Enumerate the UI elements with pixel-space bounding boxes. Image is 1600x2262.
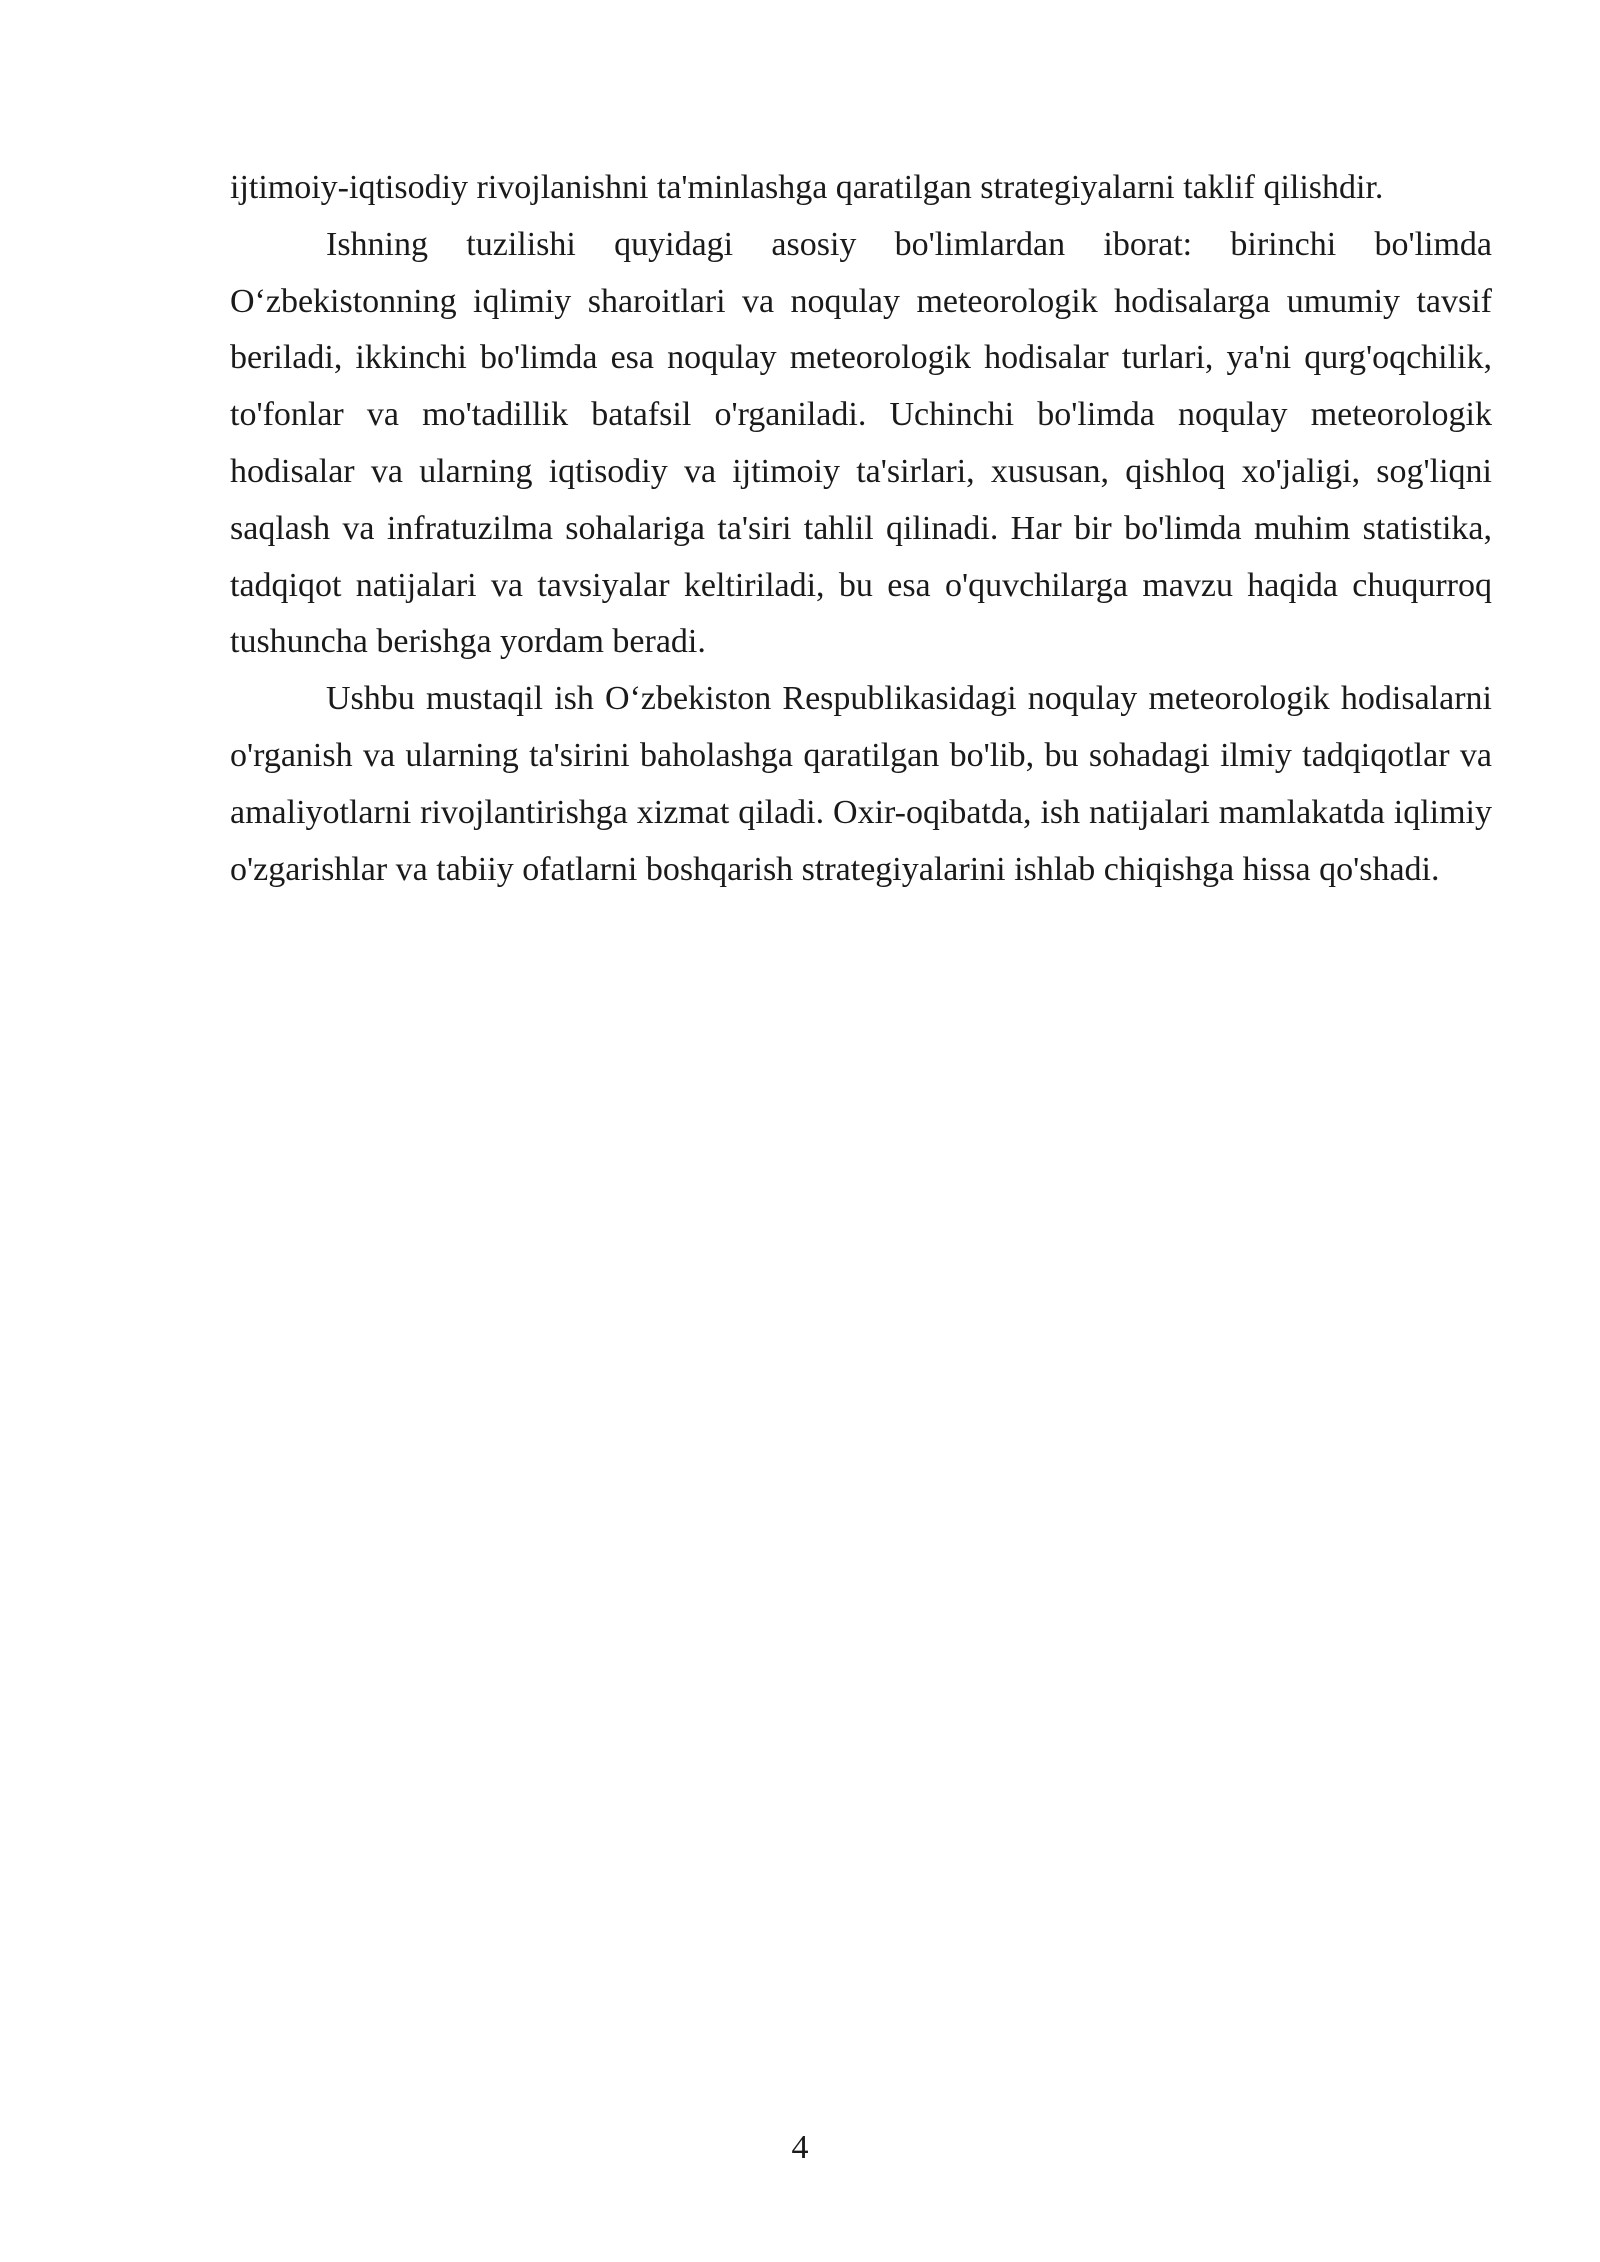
paragraph-conclusion: Ushbu mustaqil ish O‘zbekiston Respublikasidagi noqulay meteorologik hodisalarni o'rganish va ularning ta'sirini baholashga qaratilgan bo'lib, bu sohadagi ilmiy tadqiqotlar va amaliyotlarni rivojlantirishga xizmat qiladi. Oxir-oqibatda, ish natijalari mamlakatda iqlimiy o'zgarishlar va tabiiy ofatlarni boshqarish strategiyalarini ishlab chiqishga hissa qo'shadi. [230, 680, 1492, 888]
paragraph-continuation: ijtimoiy-iqtisodiy rivojlanishni ta'minlashga qaratilgan strategiyalarni taklif qilishdir. [230, 169, 1384, 206]
paragraph-structure: Ishning tuzilishi quyidagi asosiy bo'limlardan iborat: birinchi bo'limda O‘zbekistonning iqlimiy sharoitlari va noqulay meteorologik hodisalarga umumiy tavsif beriladi, ikkinchi bo'limda esa noqulay meteorologik hodisalar turlari, ya'ni qurg'oqchilik, to'fonlar va mo'tadillik batafsil o'rganiladi. Uchinchi bo'limda noqulay meteorologik hodisalar va ularning iqtisodiy va ijtimoiy ta'sirlari, xususan, qishloq xo'jaligi, sog'liqni saqlash va infratuzilma sohalariga ta'siri tahlil qilinadi. Har bir bo'limda muhim statistika, tadqiqot natijalari va tavsiyalar keltiriladi, bu esa o'quvchilarga mavzu haqida chuqurroq tushuncha berishga yordam beradi. [230, 225, 1492, 661]
page-number: 4 [791, 2129, 809, 2166]
body-text [230, 160, 1492, 898]
